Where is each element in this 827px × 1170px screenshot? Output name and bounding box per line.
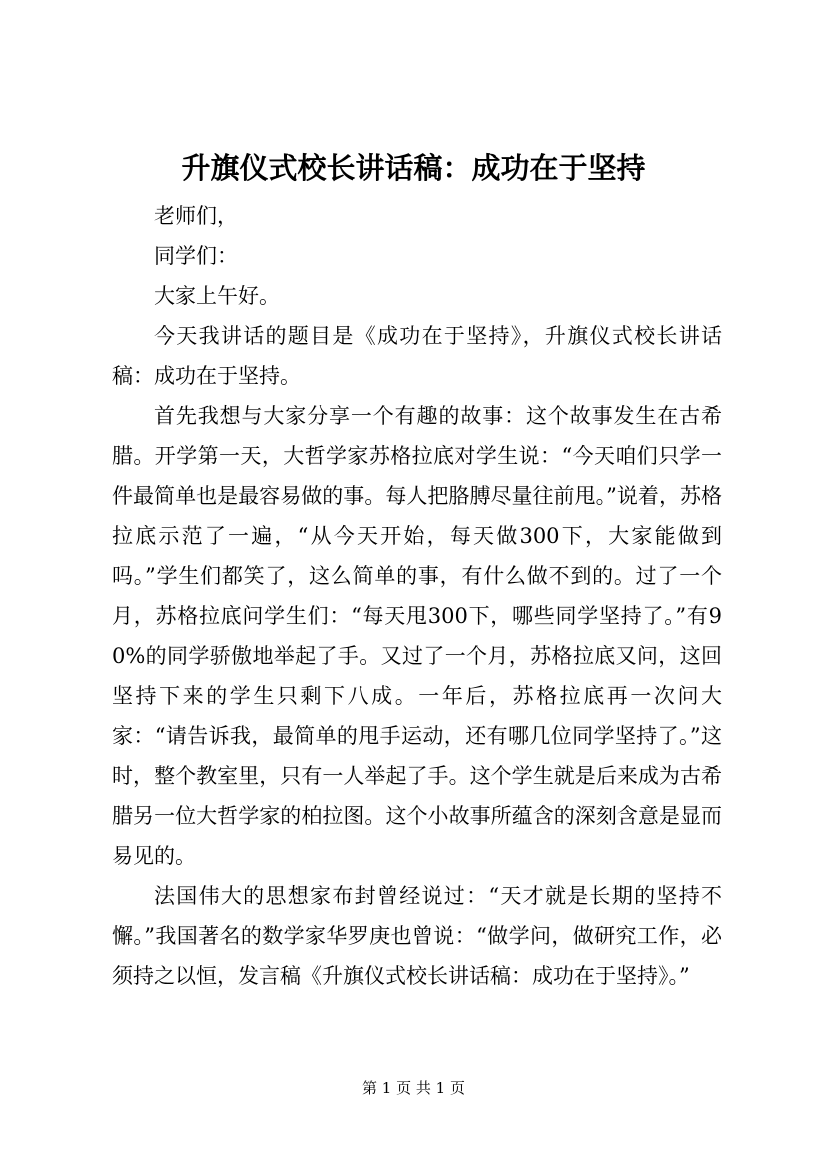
page-footer: 第 1 页 共 1 页 — [362, 1079, 465, 1097]
paragraph-good-morning: 大家上午好。 — [154, 284, 280, 308]
paragraph-quotes: 法国伟大的思想家布封曾经说过：“天才就是长期的坚持不懈。”我国著名的数学家华罗庚也曾说：“做学问，做研究工作，必须持之以恒，发言稿《升旗仪式校长讲话稿：成功在于坚持》。” — [112, 884, 722, 988]
paragraph-story: 首先我想与大家分享一个有趣的故事：这个故事发生在古希腊。开学第一天，大哲学家苏格拉底对学生说：“今天咱们只学一件最简单也是最容易做的事。每人把胳膊尽量往前甩。”说着，苏格拉底示范了一遍，“从今天开始，每天做300下，大家能做到吗。”学生们都笑了，这么简单的事，有什么做不到的。过了一个月，苏格拉底问学生们：“每天甩300下，哪些同学坚持了。”有90%的同学骄傲地举起了手。又过了一个月，苏格拉底又问，这回坚持下来的学生只剩下八成。一年后，苏格拉底再一次问大家：“请告诉我，最简单的甩手运动，还有哪几位同学坚持了。”这时，整个教室里，只有一人举起了手。这个学生就是后来成为古希腊另一位大哲学家的柏拉图。这个小故事所蕴含的深刻含意是显而易见的。 — [112, 404, 722, 868]
paragraph-greeting-teachers: 老师们， — [154, 204, 238, 228]
document-title: 升旗仪式校长讲话稿：成功在于坚持 — [181, 151, 646, 185]
paragraph-topic: 今天我讲话的题目是《成功在于坚持》，升旗仪式校长讲话稿：成功在于坚持。 — [112, 324, 722, 388]
document-body — [112, 196, 722, 996]
paragraph-greeting-students: 同学们： — [154, 244, 238, 268]
